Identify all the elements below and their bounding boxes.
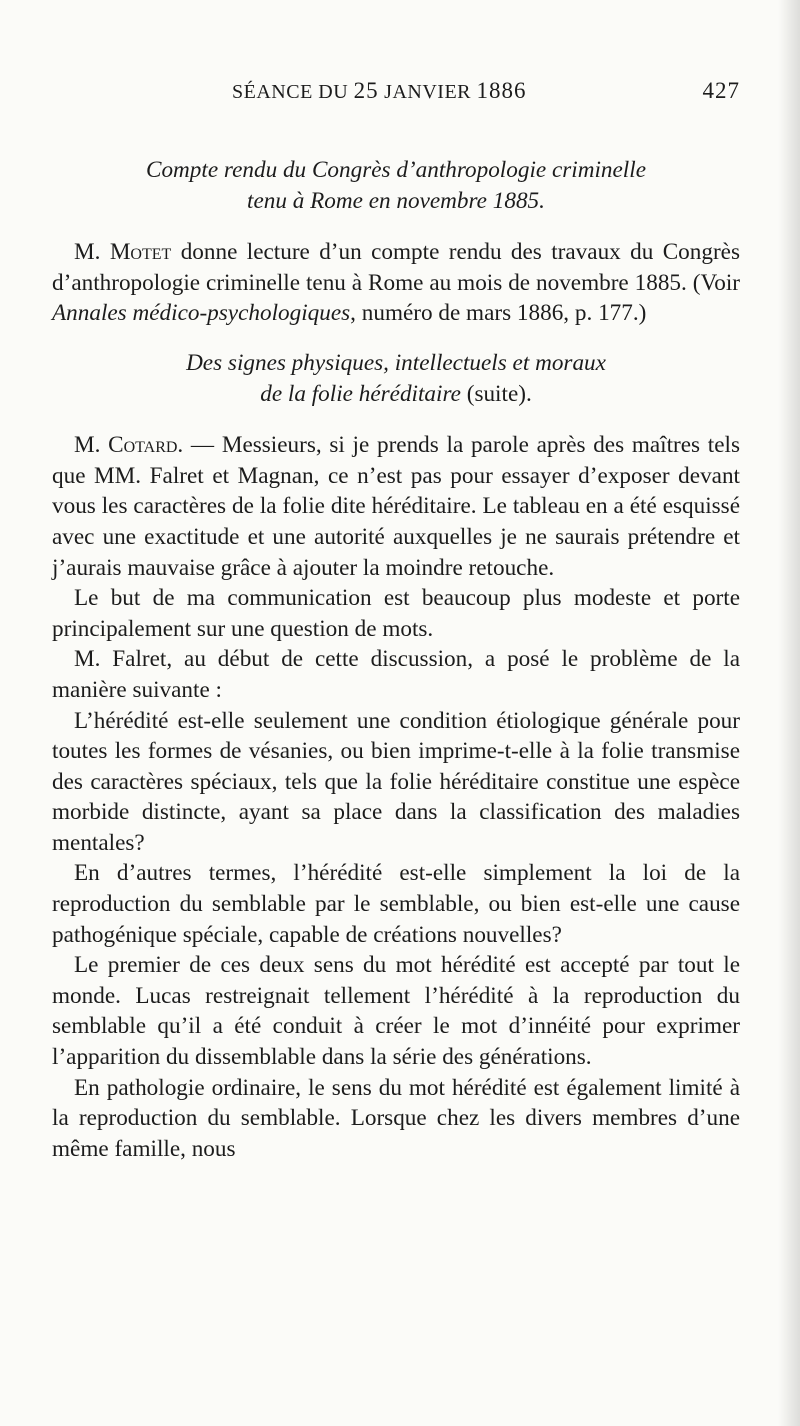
- paragraph-cotard-6: Le premier de ces deux sens du mot hérédité est accepté par tout le monde. Lucas restreignait tellement l’hérédité à la reproduction du semblable qu’il a été conduit à créer le mot d’innéité pour exprimer l’apparition du dissemblable dans la série des générations.: [52, 952, 740, 1071]
- running-title-year: 1886: [476, 78, 527, 103]
- paragraph-motet: [52, 237, 740, 329]
- motet-text-1: donne lecture d’un compte rendu des travaux du Congrès d’anthropologie criminelle tenu à Rome au mois de novembre 1885. (Voir: [52, 239, 740, 296]
- spacer: [52, 329, 740, 348]
- running-head: [232, 78, 740, 108]
- running-title: [232, 78, 527, 104]
- section-heading-italic: de la folie héréditaire: [260, 380, 461, 407]
- paragraph-cotard-2: Le but de ma communication est beaucoup plus modeste et porte principalement sur une question de mots.: [52, 585, 740, 642]
- running-title-day: 25: [353, 78, 379, 103]
- paragraph-cotard-1: [52, 430, 740, 583]
- speaker-name: Motet: [109, 239, 172, 266]
- speaker-name: Cotard: [108, 432, 178, 459]
- paragraph-cotard-3: M. Falret, au début de cette discussion, a posé le problème de la manière suivante :: [52, 646, 740, 703]
- speaker-prefix: M.: [74, 432, 109, 459]
- section-heading-suffix: (suite).: [460, 380, 532, 407]
- section-heading-line-1: Des signes physiques, intellectuels et moraux: [186, 349, 606, 376]
- section-heading-signes: [52, 348, 740, 409]
- motet-text-2: , numéro de mars 1886, p. 177.): [350, 300, 647, 327]
- page-number: 427: [702, 78, 740, 103]
- running-title-middle: JANVIER: [378, 81, 477, 103]
- section-heading-line-1: Compte rendu du Congrès d’anthropologie criminelle: [146, 157, 646, 183]
- cotard-text-1: . — Messieurs, si je prends la parole après des maîtres tels que MM. Falret et Magnan, ce n’est pas pour essayer d’exposer devant vous les caractères de la folie dite héréditaire. Le tableau en a été esquissé avec une exactitude et une autorité auxquelles je ne saurais prétendre et j’aurais mauvaise grâce à ajouter la moindre retouche.: [52, 432, 740, 581]
- paragraph-cotard-7: En pathologie ordinaire, le sens du mot hérédité est également limité à la reproduction du semblable. Lorsque chez les divers membres d’une même famille, nous: [52, 1074, 740, 1162]
- page-edge-shadow: [778, 0, 800, 1426]
- spacer: [52, 409, 740, 430]
- paragraph-cotard-5: En d’autres termes, l’hérédité est-elle simplement la loi de la reproduction du semblable par le semblable, ou bien est-elle une cause pathogénique spéciale, capable de créations nouvelles?: [52, 860, 740, 948]
- section-heading-line-2: [82, 379, 710, 410]
- page-body: [52, 155, 740, 1164]
- journal-title: Annales médico-psychologiques: [52, 300, 351, 327]
- paragraph-cotard-4: L’hérédité est-elle seulement une condition étiologique générale pour toutes les formes de vésanies, ou bien imprime-t-elle à la folie transmise des caractères spéciaux, tels que la folie héréditaire constitue une espèce morbide distincte, ayant sa place dans la classification des maladies mentales?: [52, 707, 740, 856]
- running-title-prefix: SÉANCE DU: [232, 81, 354, 103]
- speaker-prefix: M.: [74, 239, 110, 266]
- section-heading-line-2: tenu à Rome en novembre 1885.: [247, 187, 545, 214]
- section-heading-congres: [52, 155, 740, 216]
- spacer: [52, 216, 740, 237]
